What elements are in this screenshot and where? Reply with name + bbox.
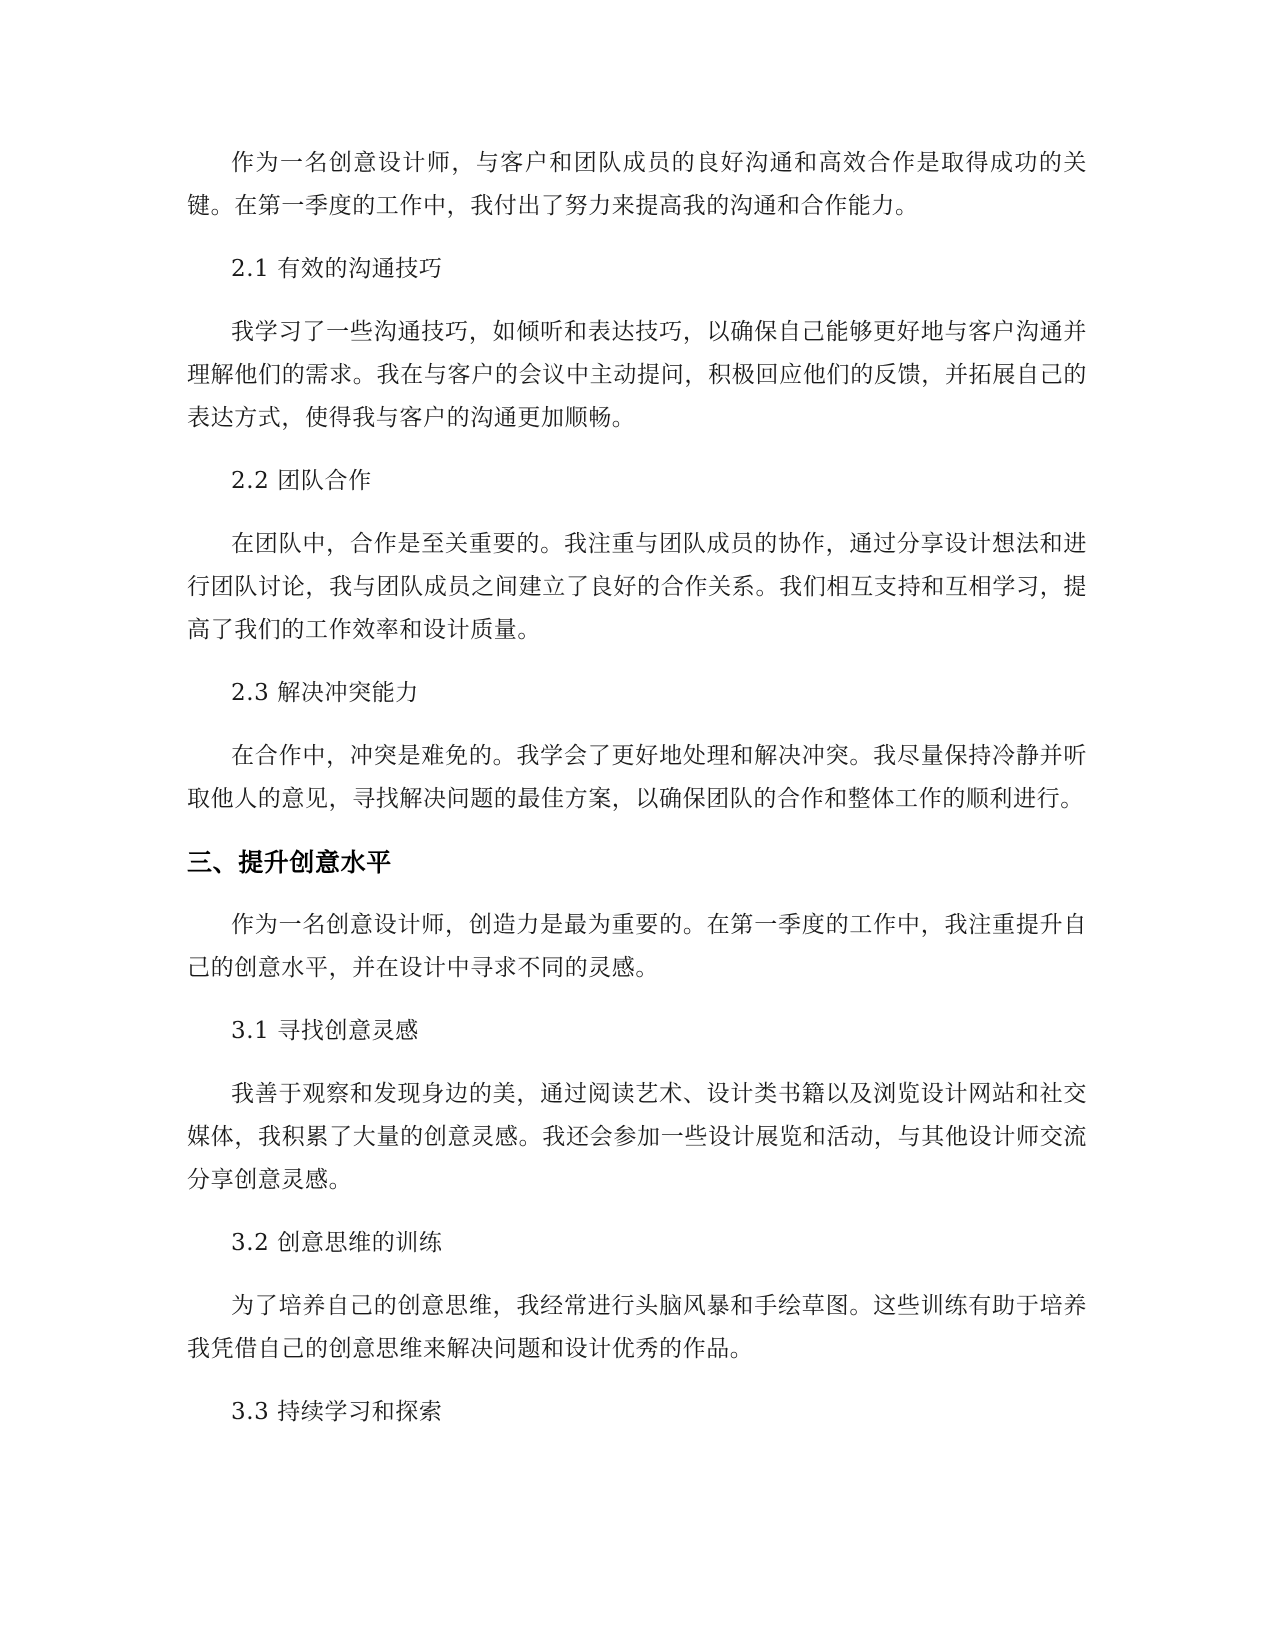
subheading-2-3: 2.3 解决冲突能力 — [231, 680, 419, 706]
subheading-3-1: 3.1 寻找创意灵感 — [231, 1018, 419, 1044]
subheading-2-2: 2.2 团队合作 — [231, 468, 372, 494]
paragraph-communication-intro: 作为一名创意设计师，与客户和团队成员的良好沟通和高效合作是取得成功的关键。在第一季度的工作中，我付出了努力来提高我的沟通和合作能力。 — [187, 150, 1087, 219]
paragraph-creativity-intro: 作为一名创意设计师，创造力是最为重要的。在第一季度的工作中，我注重提升自己的创意水平，并在设计中寻求不同的灵感。 — [187, 912, 1087, 981]
subheading-2-1: 2.1 有效的沟通技巧 — [231, 256, 443, 282]
subheading-3-3: 3.3 持续学习和探索 — [231, 1399, 443, 1425]
subheading-3-2: 3.2 创意思维的训练 — [231, 1230, 443, 1256]
document-page — [187, 142, 1087, 1454]
paragraph-communication-skills: 我学习了一些沟通技巧，如倾听和表达技巧，以确保自己能够更好地与客户沟通并理解他们的需求。我在与客户的会议中主动提问，积极回应他们的反馈，并拓展自己的表达方式，使得我与客户的沟通更加顺畅。 — [187, 319, 1087, 431]
paragraph-creative-thinking: 为了培养自己的创意思维，我经常进行头脑风暴和手绘草图。这些训练有助于培养我凭借自己的创意思维来解决问题和设计优秀的作品。 — [187, 1293, 1087, 1362]
paragraph-conflict-resolution: 在合作中，冲突是难免的。我学会了更好地处理和解决冲突。我尽量保持冷静并听取他人的意见，寻找解决问题的最佳方案，以确保团队的合作和整体工作的顺利进行。 — [187, 743, 1087, 812]
paragraph-inspiration: 我善于观察和发现身边的美，通过阅读艺术、设计类书籍以及浏览设计网站和社交媒体，我积累了大量的创意灵感。我还会参加一些设计展览和活动，与其他设计师交流分享创意灵感。 — [187, 1081, 1087, 1193]
paragraph-teamwork: 在团队中，合作是至关重要的。我注重与团队成员的协作，通过分享设计想法和进行团队讨论，我与团队成员之间建立了良好的合作关系。我们相互支持和互相学习，提高了我们的工作效率和设计质量。 — [187, 531, 1087, 643]
section-heading-3: 三、提升创意水平 — [187, 848, 392, 877]
